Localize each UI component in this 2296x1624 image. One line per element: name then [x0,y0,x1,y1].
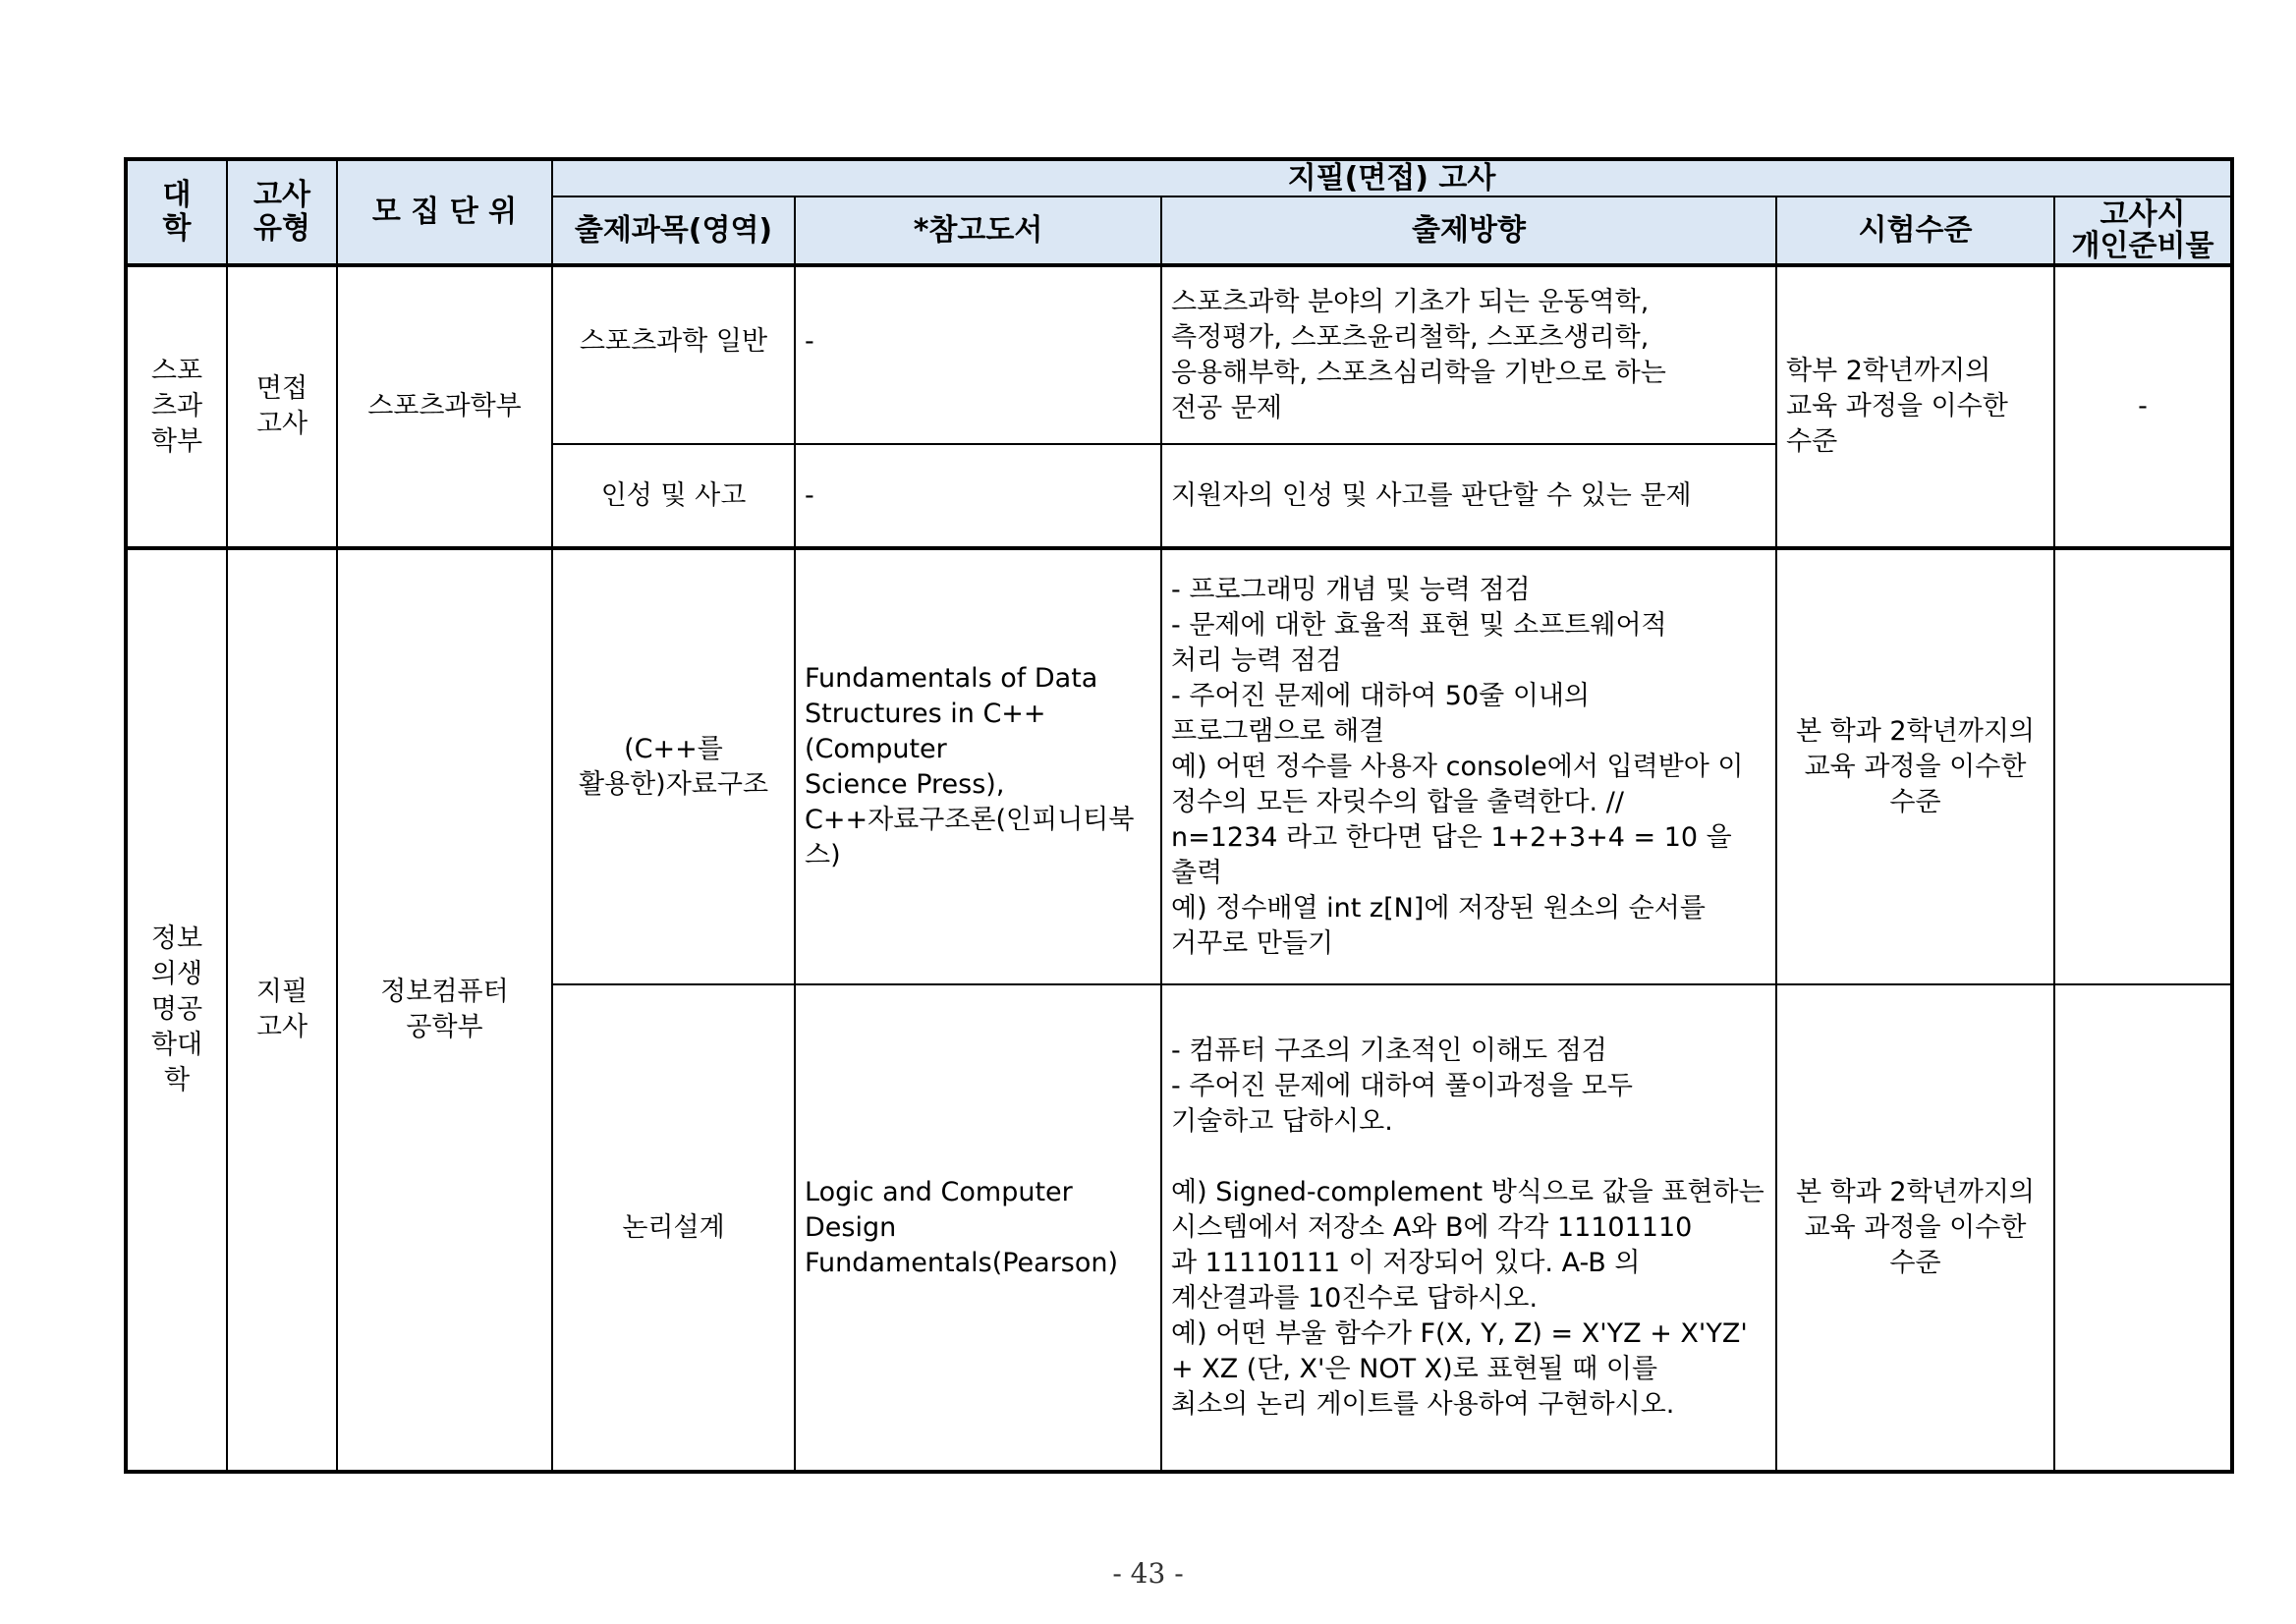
sports-university: 스포 츠과 학부 [126,265,227,548]
sports-subject-general: 스포츠과학 일반 [552,265,795,444]
header-level: 시험수준 [1776,196,2054,265]
header-university: 대 학 [126,159,227,265]
sports-materials: - [2054,265,2232,548]
info-subject-ds: (C++를 활용한)자료구조 [552,548,795,984]
info-reference-logic: Logic and Computer Design Fundamentals(Pearson) [795,984,1161,1472]
exam-table [124,157,2234,1474]
sports-exam-type: 면접 고사 [227,265,337,548]
sports-recruit-unit: 스포츠과학부 [337,265,552,548]
info-materials-logic [2054,984,2232,1472]
page-number: - 43 - [1112,1557,1184,1590]
sports-level: 학부 2학년까지의 교육 과정을 이수한 수준 [1776,265,2054,548]
info-university: 정보 의생 명공 학대 학 [126,548,227,1472]
sports-direction-character: 지원자의 인성 및 사고를 판단할 수 있는 문제 [1161,444,1776,548]
header-exam-type: 고사 유형 [227,159,337,265]
sports-subject-character: 인성 및 사고 [552,444,795,548]
sports-reference-general: - [795,265,1161,444]
info-exam-type: 지필 고사 [227,548,337,1472]
info-subject-logic: 논리설계 [552,984,795,1472]
info-direction-ds: - 프로그래밍 개념 및 능력 점검 - 문제에 대한 효율적 표현 및 소프트웨어적 처리 능력 점검 - 주어진 문제에 대하여 50줄 이내의 프로그램으로 해결 예) 어떤 정수를 사용자 console에서 입력받아 이 정수의 모든 자릿수의 합을 출력한다. // n=1234 라고 한다면 답은 1+2+3+4 = 10 을 출력 예) 정수배열 int z[N]에 저장된 원소의 순서를 거꾸로 만들기 [1161,548,1776,984]
header-direction: 출제방향 [1161,196,1776,265]
header-written-exam: 지필(면접) 고사 [552,159,2232,196]
info-level-logic: 본 학과 2학년까지의 교육 과정을 이수한 수준 [1776,984,2054,1472]
sports-reference-character: - [795,444,1161,548]
info-reference-ds: Fundamentals of Data Structures in C++(Computer Science Press), C++자료구조론(인피니티북스) [795,548,1161,984]
header-reference: *참고도서 [795,196,1161,265]
info-level-ds: 본 학과 2학년까지의 교육 과정을 이수한 수준 [1776,548,2054,984]
header-subject: 출제과목(영역) [552,196,795,265]
exam-table-container [124,157,2230,1474]
info-recruit-unit: 정보컴퓨터 공학부 [337,548,552,1472]
header-materials: 고사시 개인준비물 [2054,196,2232,265]
header-recruit-unit: 모 집 단 위 [337,159,552,265]
info-materials-ds [2054,548,2232,984]
info-direction-logic: - 컴퓨터 구조의 기초적인 이해도 점검 - 주어진 문제에 대하여 풀이과정을 모두 기술하고 답하시오. 예) Signed-complement 방식으로 값을 표현하는 시스템에서 저장소 A와 B에 각각 11101110 과 11110111 이 저장되어 있다. A-B 의 계산결과를 10진수로 답하시오. 예) 어떤 부울 함수가 F(X, Y, Z) = X'YZ + X'YZ' + XZ (단, X'은 NOT X)로 표현될 때 이를 최소의 논리 게이트를 사용하여 구현하시오. [1161,984,1776,1472]
sports-direction-general: 스포츠과학 분야의 기초가 되는 운동역학, 측정평가, 스포츠윤리철학, 스포츠생리학, 응용해부학, 스포츠심리학을 기반으로 하는 전공 문제 [1161,265,1776,444]
